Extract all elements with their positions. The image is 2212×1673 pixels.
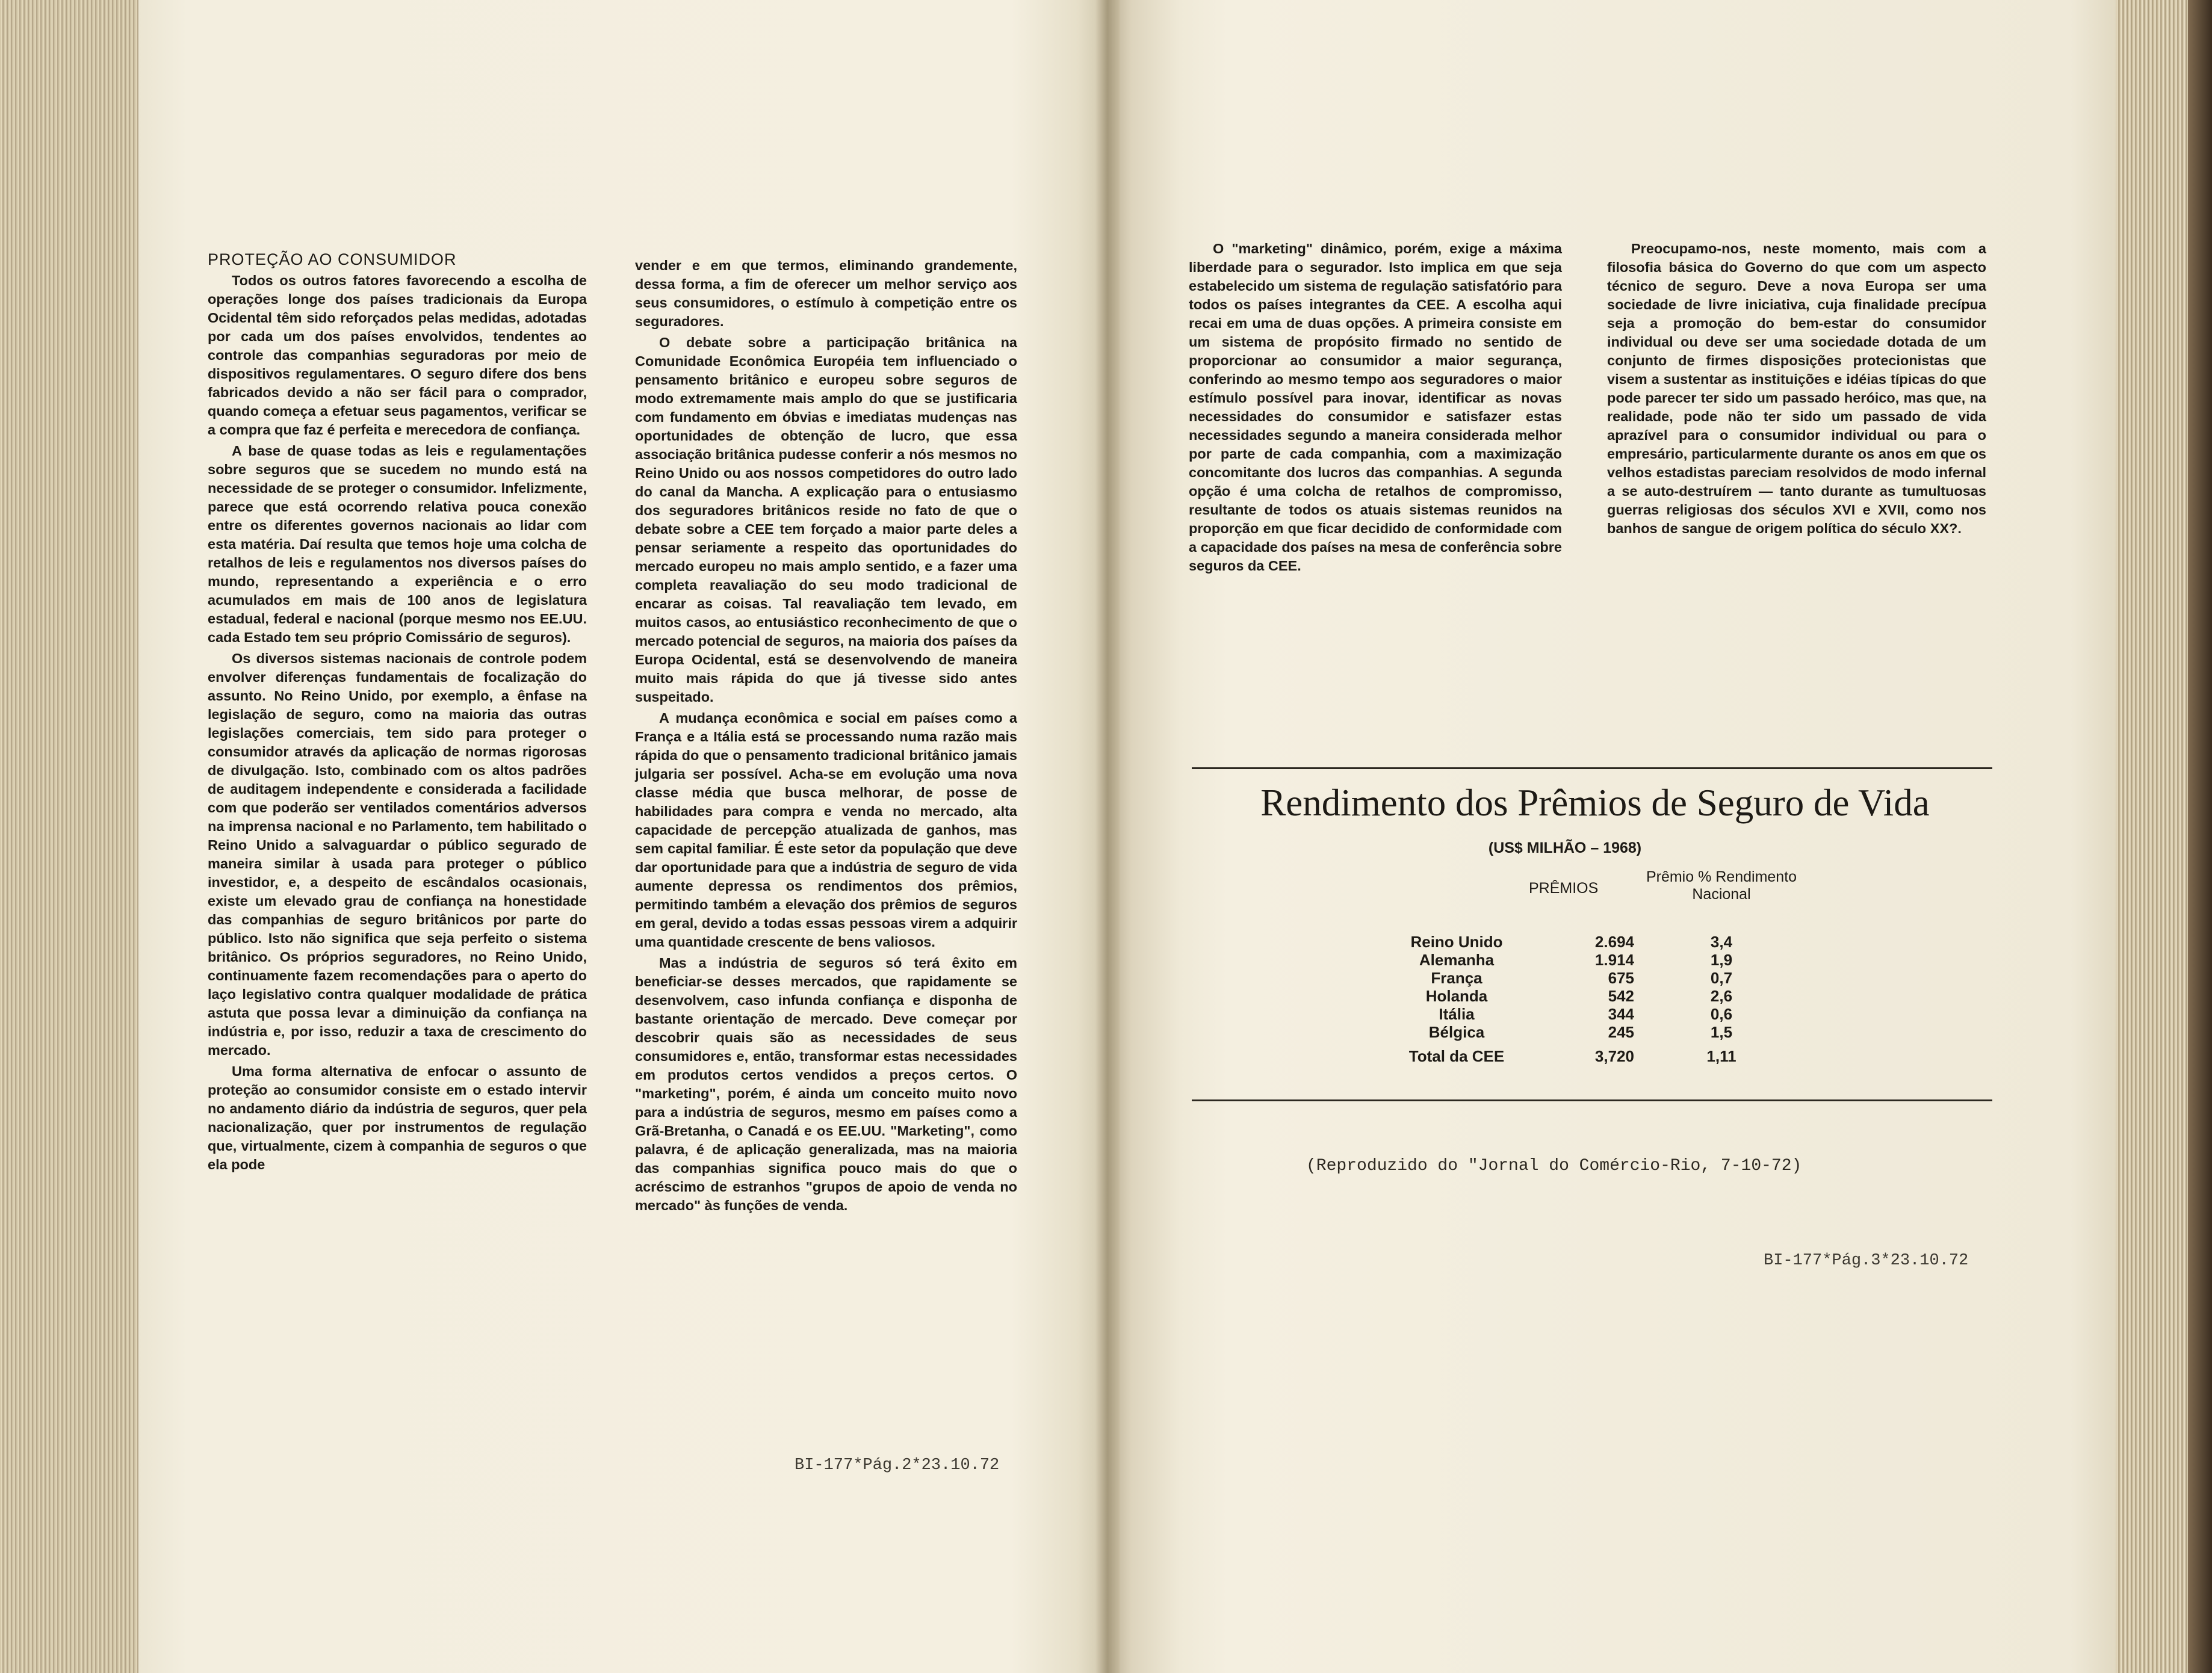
right-column-1 [1189,240,1562,578]
percent-value: 0,7 [1710,969,1733,987]
section-heading: PROTEÇÃO AO CONSUMIDOR [208,250,457,268]
premios-value: 675 [1608,969,1634,987]
column-header-percent: Prêmio % Rendimento Nacional [1646,868,1797,903]
paragraph: Os diversos sistemas nacionais de controle podem envolver diferenças fundamentais de focalização do assunto. No Reino Unido, por exemplo, a ênfase na legislação de seguro, como na maioria das outras legislações comerciais, tem sido para proteger o consumidor através da aplicação de normas rigorosas de divulgação. Isto, combinado com os altos padrões de auditagem independente e considerada a facilidade com que poderão ser ventilados comentários adversos na imprensa nacional e no Parlamento, tem habilitado o Reino Unido a salvaguardar o público segurado de maneira similar à usada para proteger o público investidor, e, a despeito de escândalos ocasionais, existe um elevado grau de confiança na honestidade das companhias de seguro britânicos por parte do público. Isto não significa que seja perfeito o sistema britânico. Os próprios seguradores, no Reino Unido, continuamente fazem recomendações para o aperto do laço legislativo contra qualquer modalidade de prática astuta que possa levar a diminuição da confiança na indústria e, por isso, reduzir a taxa de crescimento do mercado. [208,651,587,1058]
table-row [1378,969,1800,988]
paragraph: Preocupamo-nos, neste momento, mais com a filosofia básica do Governo do que com um aspecto técnico de seguro. Deve a nova Europa ser uma sociedade de livre iniciativa, cuja finalidade precípua seja a promoção do bem-estar do consumidor individual ou deve ser uma sociedade dotada de um conjunto de firmes disposições protecionistas que visem a sustentar as instituições e idéias típicas do que pode parecer ter sido um passado heróico, mas que, na realidade, pode não ter sido um passado de vida aprazível para o consumidor individual ou para o empresário, particularmente durante os anos em que os velhos estadistas pareciam resolvidos de modo infernal a se auto-destruírem — tanto durante as tumultuosas guerras religiosas dos séculos XVI e XVII, como nos banhos de sangue de origem política do século XX?. [1607,241,1986,536]
paragraph: Todos os outros fatores favorecendo a escolha de operações longe dos países tradicionais da Europa Ocidental têm sido reforçados pelas medidas, adotadas por cada um dos países envolvidos, tendentes ao controle das companhias seguradoras por meio de dispositivos regulamentares. O seguro difere dos bens fabricados devido a não ser fácil para o comprador, quando começa a efetuar seus pagamentos, verificar se a compra que faz é perfeita e merecedora de confiança. [208,273,587,438]
left-page-reference: BI-177*Pág.2*23.10.72 [795,1456,1000,1474]
page-edges-left [0,0,144,1673]
country-label: Bélgica [1428,1023,1485,1041]
table-bottom-rule [1192,1099,1992,1101]
table-row [1378,1023,1800,1042]
left-column-2 [635,256,1017,1217]
premios-value: 3,720 [1594,1047,1634,1065]
paragraph: O "marketing" dinâmico, porém, exige a máxima liberdade para o segurador. Isto implica em que seja estabelecido um sistema de regulação satisfatório para todos os países integrantes da CEE. A escolha aqui recai em uma de duas opções. A primeira consiste em um sistema de propósito firmado no sentido de proporcionar ao consumidor a maior segurança, conferindo ao mesmo tempo aos seguradores o maior estímulo possível para inovar, identificar as novas necessidades do consumidor e satisfazer estas necessidades segundo a maneira considerada melhor por parte de cada companhia, com a maximização concomitante dos lucros das companhias. A segunda opção é uma colcha de retalhos de compromisso, resultante de todos os atuais sistemas reunidos na proporção em que ficar decidido de conformidade com a capacidade dos países na mesa de conferência sobre seguros da CEE. [1189,241,1562,574]
percent-value: 0,6 [1710,1005,1733,1023]
table-top-rule [1192,767,1992,769]
table-row [1378,951,1800,970]
paragraph: A base de quase todas as leis e regulamentações sobre seguros que se sucedem no mundo está na necessidade de se proteger o consumidor. Infelizmente, parece que está ocorrendo relativa pouca conexão entre os diferentes governos nacionais ao lidar com esta matéria. Daí resulta que temos hoje uma colcha de retalhos de leis e regulamentos nos diversos países do mundo, representando a experiência e o erro acumulados em mais de 100 anos de legislatura estadual, federal e nacional (porque mesmo nos EE.UU. cada Estado tem seu próprio Comissário de seguros). [208,443,587,645]
percent-value: 1,11 [1706,1047,1736,1065]
table-row [1378,933,1800,952]
paragraph: Mas a indústria de seguros só terá êxito em beneficiar-se desses mercados, que rapidamente se desenvolvem, caso infunda confiança e disponha de bastante orientação de mercado. Deve começar por descobrir quais são as necessidades de seus consumidores e, então, transformar estas necessidades em produtos certos vendidos a preços certos. O "marketing", porém, é ainda um conceito muito novo para a indústria de seguros, mesmo em países como a Grã-Bretanha, o Canadá e os EE.UU. "Marketing", como palavra, é de aplicação generalizada, mas na maioria das companhias significa pouco mais do que o acréscimo de estranhos "grupos de apoio de venda no mercado" às funções de venda. [635,955,1017,1213]
table-subtitle: (US$ MILHÃO – 1968) [1488,840,1642,856]
source-credit: (Reproduzido do "Jornal do Comércio-Rio, 7-10-72) [1306,1157,1802,1175]
premios-value: 542 [1608,987,1634,1005]
premios-value: 344 [1608,1005,1634,1023]
table-row [1378,1005,1800,1024]
right-page-reference: BI-177*Pág.3*23.10.72 [1764,1252,1969,1270]
left-column-1 [208,250,587,1177]
paragraph: vender e em que termos, eliminando grandemente, dessa forma, a fim de oferecer um melhor serviço aos seus consumidores, o estímulo à competição entre os seguradores. [635,258,1017,329]
table-title: Rendimento dos Prêmios de Seguro de Vida [1260,782,1930,824]
percent-value: 1,5 [1710,1023,1733,1041]
paragraph: A mudança econômica e social em países como a França e a Itália está se processando numa razão mais rápida do que o pensamento tradicional britânico jamais julgaria ser possível. Acha-se em evolução uma nova classe média que busca melhorar, de posse de habilidades para compra e venda no mercado, alta capacidade de percepção atualizada de ganhos, mas sem capital familiar. É este setor da população que deve dar oportunidade para que a indústria de seguro de vida aumente depressa os rendimentos dos prêmios, permitindo também a elevação dos prêmios de seguros em geral, devido a todas essas pessoas virem a adquirir uma quantidade crescente de bens valiosos. [635,710,1017,950]
book-cover-edge [2188,0,2212,1673]
country-label: Itália [1439,1005,1475,1023]
country-label: França [1431,969,1482,987]
right-column-2 [1607,240,1986,540]
country-label: Reino Unido [1410,933,1503,951]
percent-value: 2,6 [1710,987,1733,1005]
premios-value: 1.914 [1594,951,1634,969]
column-header-premios: PRÊMIOS [1529,880,1599,897]
paragraph: O debate sobre a participação britânica na Comunidade Econômica Européia tem influenciado o pensamento britânico e europeu sobre seguros de modo extremamente mais amplo do que se justificaria com fundamento em óbvias e imediatas mudenças nas oportunidades de obtenção de lucro, que essa associação britânica pudesse conferir a nós mesmos no Reino Unido ou aos nossos competidores do outro lado do canal da Mancha. A explicação para o entusiasmo dos seguradores britânicos reside no fato de que o debate sobre a CEE tem forçado a maior parte deles a pensar seriamente a respeito das oportunidades do mercado europeu no mais amplo sentido, e a fazer uma completa reavaliação do seu modo tradicional de encarar as coisas. Tal reavaliação tem levado, em muitos casos, ao entusiástico reconhecimento de que o mercado potencial de seguros, na maioria dos países da Europa Ocidental, está se desenvolvendo de maneira muito mais rápida do que já tivesse sido antes suspeitado. [635,335,1017,705]
book-gutter [1095,0,1120,1673]
paragraph: Uma forma alternativa de enfocar o assunto de proteção ao consumidor consiste em o estado intervir no andamento diário da indústria de seguros, quer pela nacionalização, quer por instrumentos de regulação que, virtualmente, cizem à companhia de seguros o que ela pode [208,1063,587,1172]
table-total-row [1378,1047,1800,1066]
country-label: Total da CEE [1408,1047,1505,1065]
country-label: Alemanha [1419,951,1495,969]
percent-value: 1,9 [1710,951,1733,969]
premios-value: 2.694 [1594,933,1634,951]
table-row [1378,987,1800,1006]
country-label: Holanda [1425,987,1488,1005]
premios-value: 245 [1608,1023,1634,1041]
percent-value: 3,4 [1710,933,1733,951]
